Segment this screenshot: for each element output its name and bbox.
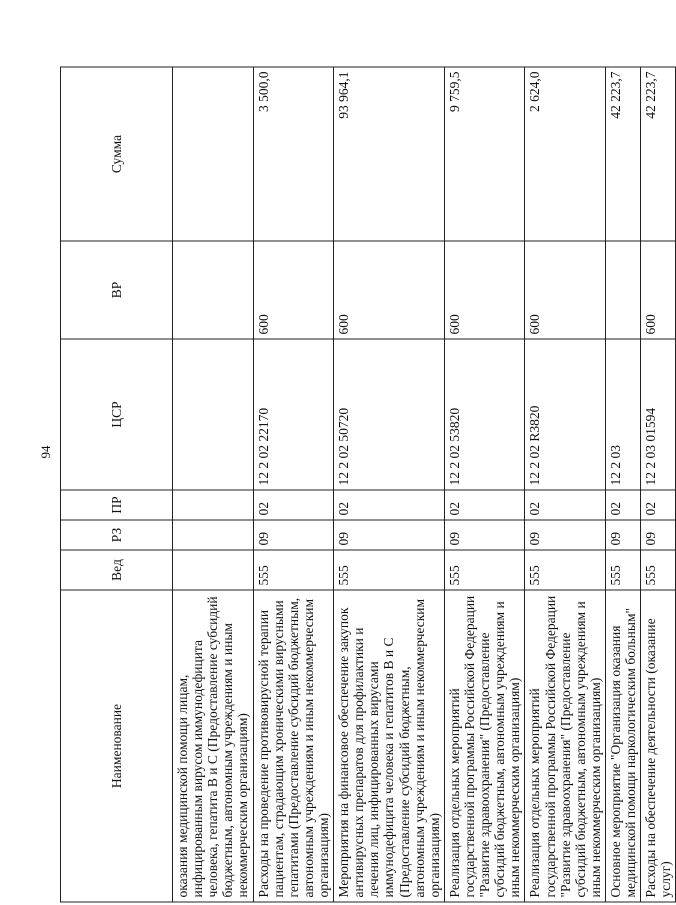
- cell-ved: 555: [641, 550, 676, 590]
- cell-sum: 9 759,5: [444, 67, 525, 241]
- cell-csr: 12 2 02 R3820: [525, 339, 606, 490]
- cell-rz: 09: [525, 520, 606, 550]
- cell-rz: [173, 520, 254, 550]
- rotated-table-container: [60, 68, 674, 903]
- cell-vr: 600: [444, 241, 525, 339]
- cell-name: Основное мероприятие "Организация оказания медицинской помощи наркологическим больным": [605, 590, 640, 902]
- cell-pr: 02: [525, 490, 606, 520]
- table-row: [334, 67, 445, 902]
- cell-csr: 12 2 02 50720: [334, 339, 445, 490]
- cell-sum: 2 624,0: [525, 67, 606, 241]
- page-number: 94: [38, 445, 53, 459]
- table-row: [605, 67, 640, 902]
- header-pr: ПР: [61, 490, 173, 520]
- cell-rz: 09: [253, 520, 334, 550]
- cell-csr: [173, 339, 254, 490]
- header-rz: РЗ: [61, 520, 173, 550]
- cell-rz: 09: [334, 520, 445, 550]
- cell-ved: 555: [253, 550, 334, 590]
- budget-table: [60, 67, 676, 903]
- cell-csr: 12 2 03 01594: [641, 339, 676, 490]
- cell-ved: 555: [334, 550, 445, 590]
- header-ved: Вед: [61, 550, 173, 590]
- cell-sum: 93 964,1: [334, 67, 445, 241]
- cell-pr: 02: [444, 490, 525, 520]
- table-row: [253, 67, 334, 902]
- cell-ved: 555: [525, 550, 606, 590]
- cell-sum: 3 500,0: [253, 67, 334, 241]
- cell-sum: 42 223,7: [641, 67, 676, 241]
- cell-vr: 600: [334, 241, 445, 339]
- cell-csr: 12 2 02 22170: [253, 339, 334, 490]
- cell-pr: 02: [605, 490, 640, 520]
- table-row: [525, 67, 606, 902]
- header-sum: Сумма: [61, 67, 173, 241]
- header-name: Наименование: [61, 590, 173, 902]
- cell-sum: [173, 67, 254, 241]
- cell-vr: [605, 241, 640, 339]
- cell-pr: [173, 490, 254, 520]
- cell-csr: 12 2 02 53820: [444, 339, 525, 490]
- cell-pr: 02: [253, 490, 334, 520]
- cell-sum: 42 223,7: [605, 67, 640, 241]
- cell-rz: 09: [444, 520, 525, 550]
- cell-ved: 555: [605, 550, 640, 590]
- cell-name: оказания медицинской помощи лицам, инфицированным вирусом иммунодефицита человека, гепатита В и С (Предоставление субсидий бюджетным, автономным учреждениям и иным некоммерческим организациям): [173, 590, 254, 902]
- cell-rz: 09: [605, 520, 640, 550]
- cell-name: Реализация отдельных мероприятий государственной программы Российской Федерации "Развитие здравоохранения" (Предоставление субсидий бюджетным, автономным учреждениям и иным некоммерческим организациям): [525, 590, 606, 902]
- table-header-row: [61, 67, 173, 902]
- cell-pr: 02: [334, 490, 445, 520]
- cell-vr: 600: [525, 241, 606, 339]
- table-row: [641, 67, 676, 902]
- cell-name: Расходы на обеспечение деятельности (оказание услуг): [641, 590, 676, 902]
- table-row: [173, 67, 254, 902]
- cell-name: Реализация отдельных мероприятий государственной программы Российской Федерации "Развитие здравоохранения" (Предоставление субсидий бюджетным, автономным учреждениям и иным некоммерческим организациям): [444, 590, 525, 902]
- cell-name: Расходы на проведение противовирусной терапии пациентам, страдающим хроническими вирусными гепатитами (Предоставление субсидий бюджетным, автономным учреждениям и иным некоммерческим организациям): [253, 590, 334, 902]
- header-csr: ЦСР: [61, 339, 173, 490]
- cell-csr: 12 2 03: [605, 339, 640, 490]
- cell-ved: 555: [444, 550, 525, 590]
- table-row: [444, 67, 525, 902]
- cell-vr: 600: [641, 241, 676, 339]
- cell-ved: [173, 550, 254, 590]
- cell-name: Мероприятия на финансовое обеспечение закупок антивирусных препаратов для профилактики и лечения лиц, инфицированных вирусами иммунодефицита человека и гепатитов В и С (Предоставление субсидий бюджетным, автономным учреждениям и иным некоммерческим организациям): [334, 590, 445, 902]
- cell-pr: 02: [641, 490, 676, 520]
- cell-rz: 09: [641, 520, 676, 550]
- cell-vr: [173, 241, 254, 339]
- header-vr: ВР: [61, 241, 173, 339]
- cell-vr: 600: [253, 241, 334, 339]
